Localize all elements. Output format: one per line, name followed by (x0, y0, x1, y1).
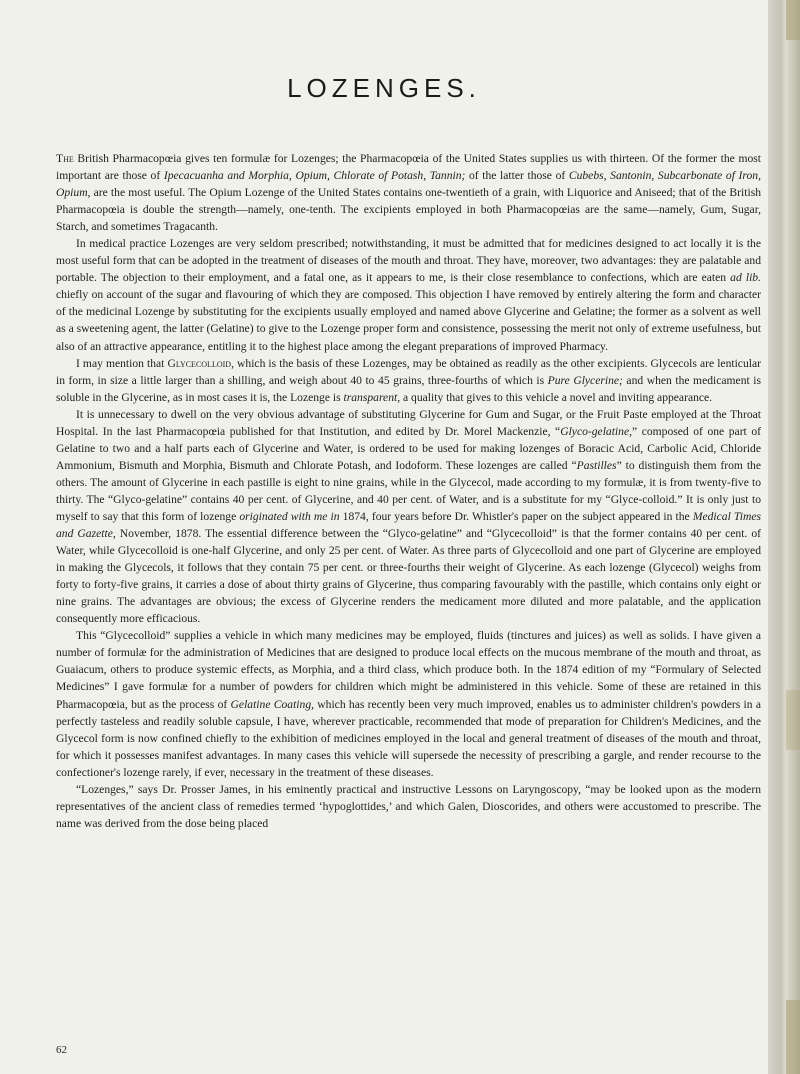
paragraph-3 (56, 355, 761, 406)
text-run: ” to distinguish them from the others. The amount of Glycerine in each pastille is eight to nine grains, while in the Glycecol, made according to my formulæ, it is from twenty-five to thirty. The “Glyco-gelatine” contains 40 per cent. of Glycerine, and 40 per cent. of Water, and is a substitute for my “Glyce-colloid.” It is only just to myself to say that this form of lozenge (56, 458, 762, 523)
page-number: 62 (56, 1044, 67, 1056)
italic-run: Pure Glycerine; (547, 373, 623, 387)
text-run: In medical practice Lozenges are very seldom prescribed; notwithstanding, it must be admitted that for medicines designed to act locally it is the most useful form that can be adopted in the treatment of diseases of the mouth and throat. They have, moreover, two advantages: they are palatable and portable. The objection to their employment, and a fatal one, as it appears to me, is their close resemblance to confections, which are eaten (56, 237, 761, 285)
edge-stain (786, 1000, 800, 1074)
paragraph-2 (56, 235, 761, 354)
paragraph-6 (56, 781, 761, 832)
text-run: of the latter those of (465, 169, 569, 183)
page-edge (768, 0, 800, 1074)
small-caps-run: Glycecolloid (167, 356, 232, 370)
italic-run: Pastilles (576, 458, 617, 472)
italic-run: Gelatine Coating, (230, 697, 315, 711)
text-run: chiefly on account of the sugar and flavouring of which they are composed. This objection I have removed by entirely altering the form and character of the medicinal Lozenge by substituting for the excipients usually employed and named above Glycerine and Gelatine; the former as a solvent as well as a sweetening agent, the latter (Gelatine) to give to the Lozenge proper form and consistence, possessing the merit not only of extreme usefulness, but also of an attractive appearance, entitling it to the highest place among the elegant preparations of improved Pharmacy. (56, 288, 761, 353)
body-text (56, 150, 761, 832)
opening-word: The (56, 152, 74, 165)
text-run: are the most useful. The Opium Lozenge of the United States contains one-twentieth of a grain, with Liquorice and Aniseed; that of the British Pharmacopœia is double the strength—namely, one-tenth. The excipients employed in both Pharmacopœias are the same—namely, Gum, Sugar, Starch, and sometimes Tragacanth. (56, 186, 761, 234)
paragraph-5 (56, 627, 761, 780)
text-run: “Lozenges,” says Dr. Prosser James, in his eminently practical and instructive Lessons on Laryngoscopy, “may be looked upon as the modern representatives of the ancient class of remedies termed ‘hypoglottides,’ and which Galen, Dioscorides, and others were accustomed to prescribe. The name was derived from the dose being placed (56, 782, 761, 830)
text-run: which has recently been very much improved, enables us to administer children's powders in a perfectly tasteless and readily soluble capsule, I have, wherever practicable, recommended that mode of preparation for Children's Medicines, and the Glycecol form is now confined chiefly to the exhibition of medicines employed in the local and general treatment of diseases of the mouth and throat, for which it possesses manifest advantages. In many cases this vehicle will supersede the necessity of prescribing a gargle, and render recourse to the confectioner's lozenge rarely, if ever, necessary in the treatment of these diseases. (56, 697, 761, 779)
text-run: a quality that gives to this vehicle a novel and inviting appearance. (400, 390, 713, 404)
edge-stain (786, 0, 800, 40)
text-run: November, 1878. The essential difference between the “Glyco-gelatine” and “Glycecolloid” is that the former contains 40 per cent. of Water, while Glycecolloid is one-half Glycerine, and only 25 per cent. of Water. As three parts of Glycecolloid and one part of Glycerine are employed in making the Glycecols, it follows that they contain 75 per cent. or three-fourths their weight of Glycerine. As each lozenge (Glycecol) weighs from forty to forty-five grains, it carries a dose of about thirty grains of Glycerine, thus comparing favourably with the pastille, which contains only eight or nine grains. The advantages are obvious; the excess of Glycerine renders the medicament more diluted and more palatable, and the application consequently more efficacious. (56, 527, 762, 626)
text-run: , which is the basis of these Lozenges, may be obtained as readily as the other excipients. Glycecols are lenticular in form, in size a little larger than a shilling, and weigh about 40 to 45 grains, three-fourths of which is (56, 356, 761, 387)
paragraph-4 (56, 406, 761, 628)
italic-run: originated with me in (239, 509, 340, 523)
text-run: and when the medicament is soluble in the Glycerine, as in most cases it is, the Lozenge is (56, 373, 761, 404)
page-title: LOZENGES. (287, 73, 481, 103)
text-run: ” composed of one part of Gelatine to two and a half parts each of Glycerine and Water, is ordered to be used for making lozenges of Boracic Acid, Carbolic Acid, Chloride Ammonium, Bismuth and Morphia, Bismuth and Chlorate Potash, and Iodoform. These lozenges are called “ (56, 424, 761, 472)
italic-run: Glyco-gelatine, (560, 424, 632, 438)
italic-run: Ipecacuanha and Morphia, Opium, Chlorate of Potash, Tannin; (163, 169, 466, 183)
text-run: British Pharmacopœia gives ten formulæ for Lozenges; the Pharmacopœia of the United States supplies us with thirteen. Of the former the most important are those of (56, 152, 761, 183)
text-run: It is unnecessary to dwell on the very obvious advantage of substituting Glycerine for Gum and Sugar, or the Fruit Paste employed at the Throat Hospital. In the last Pharmacopœia published for that Institution, and edited by Dr. Morel Mackenzie, “ (56, 407, 761, 438)
italic-run: Medical Times and Gazette, (56, 509, 761, 541)
italic-run: transparent, (343, 390, 401, 404)
edge-stain (786, 690, 800, 750)
text-run: I may mention that (76, 356, 168, 370)
text-run: This “Glycecolloid” supplies a vehicle in which many medicines may be employed, fluids (tinctures and juices) as well as solids. I have given a number of formulæ for the administration of Medicines that are designed to produce local effects on the mucous membrane of the mouth and throat, as Guaiacum, others to produce systemic effects, as Morphia, and a third class, which produce both. In the 1874 edition of my “Formulary of Selected Medicines” I gave formulæ for a number of powders for children which might be administered in this vehicle. Some of these are retained in this Pharmacopœia, but as the process of (56, 629, 761, 711)
italic-run: ad lib. (730, 271, 761, 285)
text-run: 1874, four years before Dr. Whistler's paper on the subject appeared in the (339, 509, 693, 523)
paragraph-1 (56, 150, 761, 235)
italic-run: Cubebs, Santonin, Subcarbonate of Iron, Opium, (56, 169, 761, 200)
